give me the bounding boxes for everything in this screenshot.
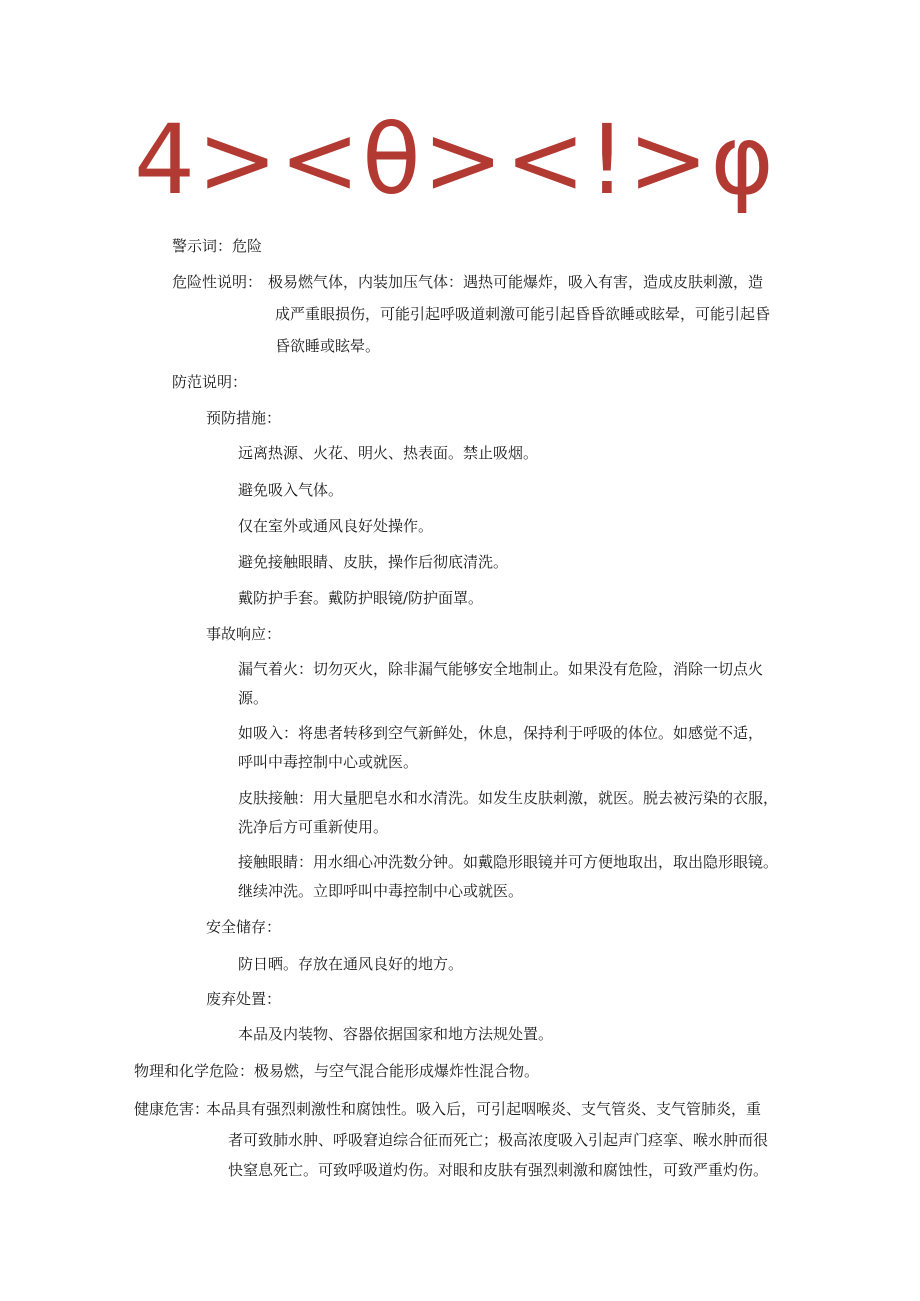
prevention-item: 避免吸入气体。 [238,481,344,499]
response-item: 皮肤接触：用大量肥皂水和水清洗。如发生皮肤刺激，就医。脱去被污染的衣服， [238,789,779,807]
response-title: 事故响应： [206,625,282,643]
prevention-item: 仅在室外或通风良好处操作。 [238,517,434,535]
physical-hazard: 物理和化学危险：极易燃，与空气混合能形成爆炸性混合物。 [134,1062,540,1080]
disposal-item: 本品及内装物、容器依据国家和地方法规处置。 [238,1025,554,1043]
prevention-title: 预防措施： [206,409,282,427]
prevention-item: 远离热源、火花、明火、热表面。禁止吸烟。 [238,444,539,462]
prevention-item: 避免接触眼睛、皮肤，操作后彻底清洗。 [238,553,509,571]
response-item: 接触眼睛：用水细心冲洗数分钟。如戴隐形眼镜并可方便地取出，取出隐形眼镜。 [238,853,779,871]
health-hazard-line: 快窒息死亡。可致呼吸道灼伤。对眼和皮肤有强烈刺激和腐蚀性，可致严重灼伤。 [228,1161,769,1179]
hazard-statement-line: 昏欲睡或眩晕。 [275,337,381,355]
response-item: 如吸入：将患者转移到空气新鲜处，休息，保持利于呼吸的体位。如感觉不适， [238,724,764,742]
hazard-statement-line: 成严重眼损伤，可能引起呼吸道刺激可能引起昏昏欲睡或眩晕，可能引起昏 [275,305,771,323]
signal-word: 警示词：危险 [172,237,263,255]
storage-item: 防日晒。存放在通风良好的地方。 [238,955,464,973]
storage-title: 安全储存： [206,918,282,936]
hazard-pictogram-symbols: 4><θ><!>φ [134,104,776,216]
response-item-cont: 洗净后方可重新使用。 [238,818,389,836]
hazard-statement-label: 危险性说明： [172,273,263,291]
response-item-cont: 呼叫中毒控制中心或就医。 [238,753,419,771]
health-hazard-line: 者可致肺水肿、呼吸窘迫综合征而死亡；极高浓度吸入引起声门痉挛、喉水肿而很 [228,1131,769,1149]
response-item-cont: 源。 [238,689,269,707]
health-hazard-label: 健康危害： [134,1100,210,1118]
disposal-title: 废弃处置： [206,990,282,1008]
health-hazard-line: 本品具有强烈刺激性和腐蚀性。吸入后，可引起咽喉炎、支气管炎、支气管肺炎，重 [206,1100,762,1118]
hazard-statement-line: 极易燃气体，内装加压气体：遇热可能爆炸，吸入有害，造成皮肤刺激，造 [268,273,764,291]
response-item-cont: 继续冲洗。立即呼叫中毒控制中心或就医。 [238,882,524,900]
precaution-title: 防范说明： [172,373,248,391]
response-item: 漏气着火：切勿灭火，除非漏气能够安全地制止。如果没有危险，消除一切点火 [238,660,764,678]
prevention-item: 戴防护手套。戴防护眼镜/防护面罩。 [238,589,484,607]
